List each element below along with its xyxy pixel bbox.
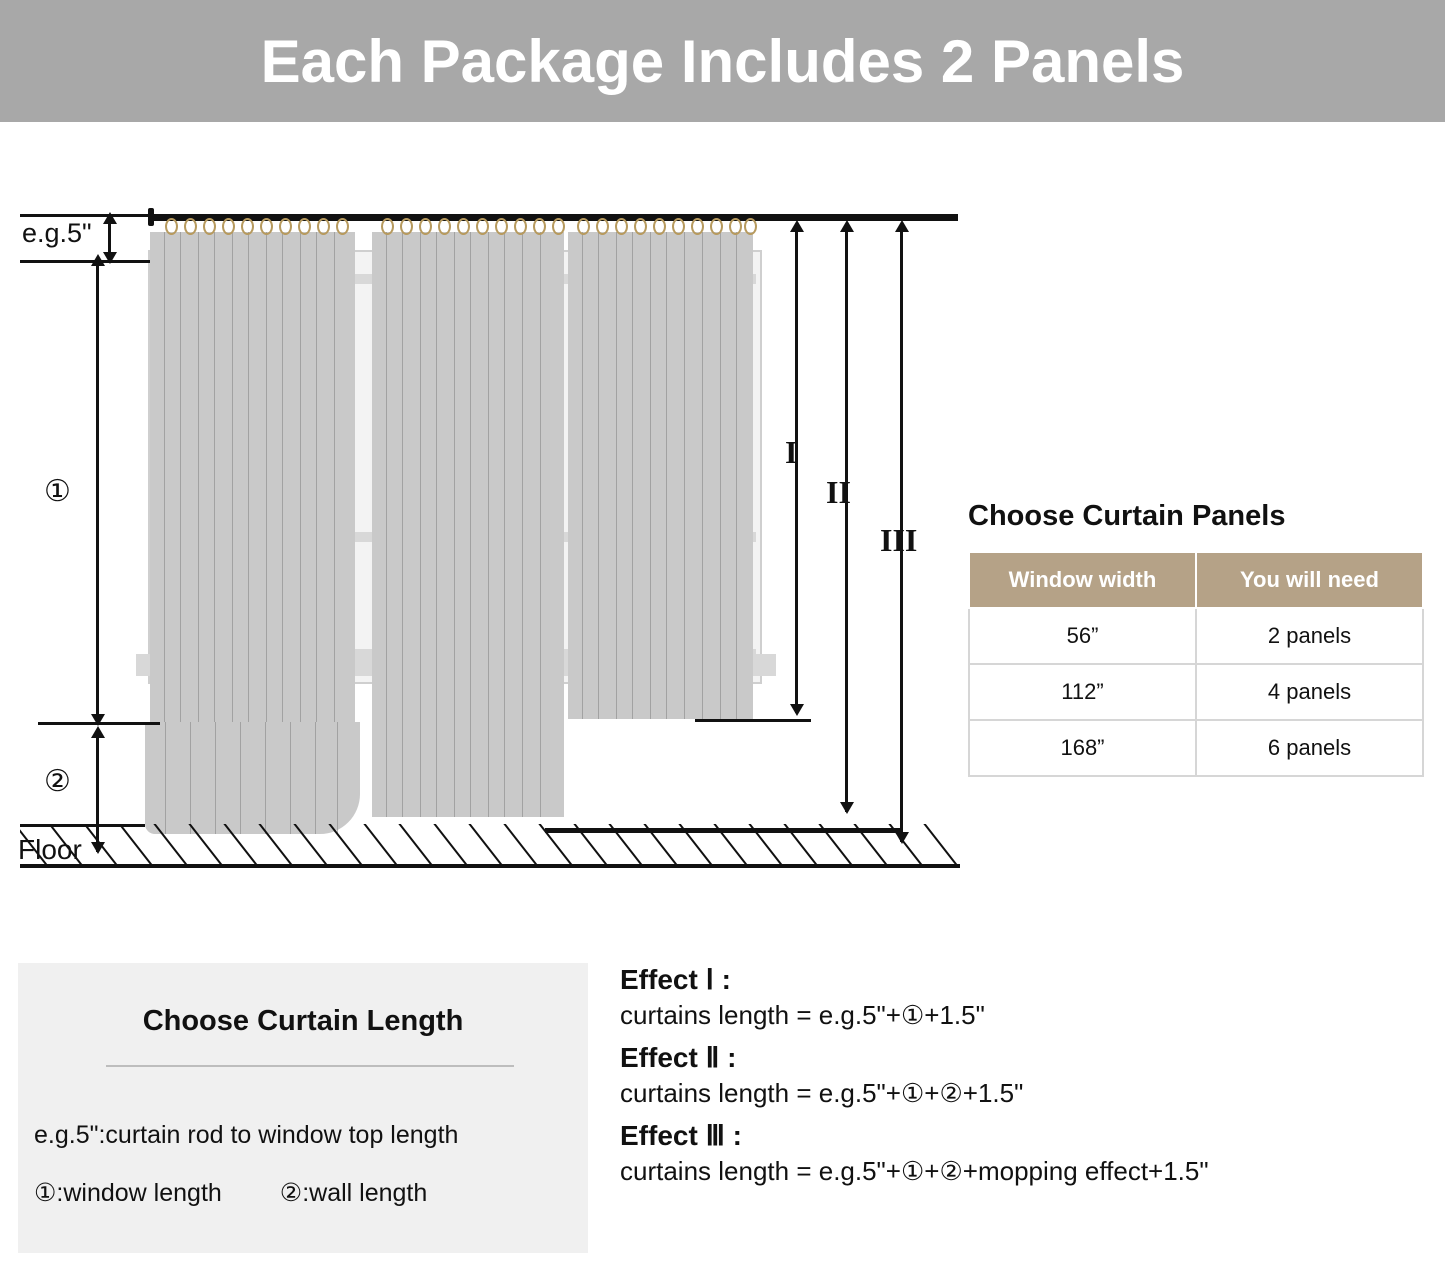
effect-1-heading: Effect Ⅰ : — [620, 964, 731, 995]
curtain-rings-panel-1 — [160, 218, 360, 232]
effect-1-label: I — [785, 434, 798, 470]
gap-arrow-down — [103, 252, 117, 264]
curtain-rings-panel-2 — [378, 218, 568, 232]
gap-label: e.g.5" — [22, 218, 92, 248]
effect-3-formula: curtains length = e.g.5"+①+②+mopping effect+1.5" — [620, 1156, 1209, 1186]
curtain-rod-end — [148, 208, 154, 226]
curtain-panel-1-hem — [145, 722, 360, 834]
wall-length-arrow-up — [91, 726, 105, 738]
floor-top-tick — [20, 824, 145, 827]
floor-label: Floor — [18, 834, 82, 865]
curtain-measurement-diagram — [0, 122, 965, 912]
effect-3-heading: Effect Ⅲ : — [620, 1120, 742, 1151]
effects-section — [620, 963, 1440, 1197]
effect-3-arrow-up — [895, 220, 909, 232]
effect-2-formula: curtains length = e.g.5"+①+②+1.5" — [620, 1078, 1024, 1108]
effect-2-line — [845, 227, 848, 812]
wall-length-label: ② — [44, 765, 71, 798]
cell-you-will-need: 2 panels — [1196, 608, 1423, 664]
length-legend-window: ①:window length — [34, 1179, 222, 1207]
choose-curtain-length-box — [18, 963, 588, 1253]
panels-section-title: Choose Curtain Panels — [968, 500, 1286, 532]
effect-1-formula: curtains length = e.g.5"+①+1.5" — [620, 1000, 985, 1030]
effect-1-arrow-down — [790, 704, 804, 716]
window-bottom-tick — [38, 722, 160, 725]
table-row — [969, 720, 1423, 776]
gap-arrow-up — [103, 212, 117, 224]
window-length-label: ① — [44, 475, 71, 508]
gap-top-tick — [20, 214, 150, 217]
header-banner — [0, 0, 1445, 122]
length-legend-gap: e.g.5":curtain rod to window top length — [34, 1121, 459, 1149]
header-you-will-need: You will need — [1196, 552, 1423, 608]
effect-2-heading: Effect Ⅱ : — [620, 1042, 737, 1073]
effect-2-label: II — [826, 474, 851, 510]
effect-1-arrow-up — [790, 220, 804, 232]
cell-you-will-need: 4 panels — [1196, 664, 1423, 720]
length-legend-row — [34, 1178, 427, 1208]
window-length-line — [96, 262, 99, 724]
curtain-panel-2 — [372, 232, 564, 817]
length-legend-wall: ②:wall length — [279, 1179, 428, 1207]
choose-curtain-panels-section — [968, 500, 1428, 777]
table-header-row — [969, 552, 1423, 608]
panels-table — [968, 551, 1424, 777]
gap-bottom-tick — [20, 260, 150, 263]
effect-3-label: III — [880, 522, 918, 558]
window-length-arrow-up — [91, 254, 105, 266]
effect-2-arrow-up — [840, 220, 854, 232]
cell-window-width: 168” — [969, 720, 1196, 776]
table-row — [969, 608, 1423, 664]
table-row — [969, 664, 1423, 720]
cell-you-will-need: 6 panels — [1196, 720, 1423, 776]
curtain-panel-3 — [568, 232, 753, 719]
page-title: Each Package Includes 2 Panels — [260, 27, 1185, 95]
floor-hatching — [20, 824, 960, 864]
effect-2-arrow-down — [840, 802, 854, 814]
cell-window-width: 112” — [969, 664, 1196, 720]
header-window-width: Window width — [969, 552, 1196, 608]
length-box-title: Choose Curtain Length — [142, 1005, 464, 1037]
cell-window-width: 56” — [969, 608, 1196, 664]
length-box-divider — [106, 1065, 514, 1067]
floor-line — [20, 864, 960, 868]
effect-1-bottom-tick — [695, 719, 811, 722]
curtain-rings-panel-3 — [574, 218, 754, 232]
